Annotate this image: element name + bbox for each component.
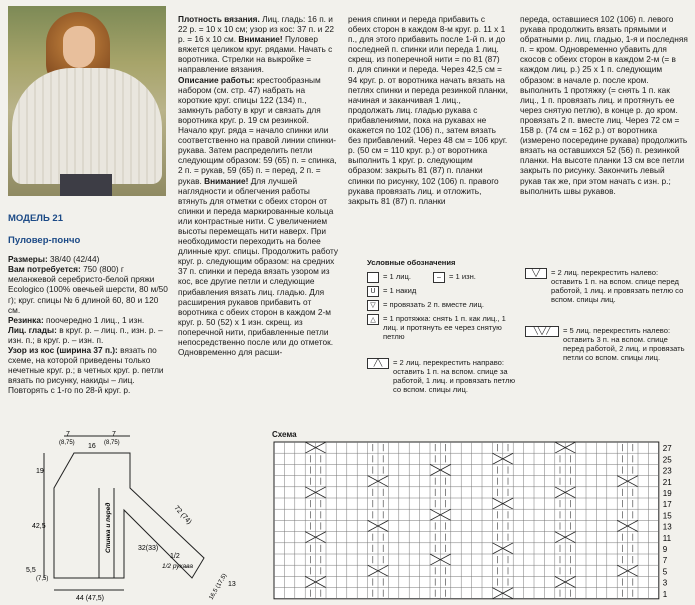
dim-42-5: 42,5	[32, 523, 46, 530]
chart-row-label: 3	[662, 578, 668, 588]
rib-value: поочередно 1 лиц., 1 изн.	[46, 314, 145, 325]
chart-row-label: 13	[662, 522, 672, 532]
legend-c2l-text: = 2 лиц. перекрестить налево: оставить 1 п. на вспом. спице перед работой, 1 лиц. и провязать петлю со вспом. спицы лиц.	[551, 268, 684, 304]
chart-title: Схема	[272, 430, 297, 439]
rib	[8, 315, 168, 325]
model-title: МОДЕЛЬ 21	[8, 213, 63, 224]
stockinette-value: в круг. р. – лиц. п., изн. р. – изн. п.; в круг. р. – изн. п.	[8, 324, 163, 345]
sizes-value: 38/40 (42/44)	[50, 254, 100, 265]
work-description-value: крестообразным набором (см. стр. 47) набрать на короткие круг. спицы 122 (134) п., замкнуть работу в круг и связать для воротника круг. р. 19 см резинкой. Начало круг. ряда = начало спинки или соответственно на правой линии спинки-рукава. Затем распределить петли следующим образом: 59 (65) п. = спинка, 2 п. = рукав, 59 (65) п. = перед, 2 п. = рукав.	[178, 74, 337, 186]
stockinette	[8, 325, 168, 345]
chart-row-label: 7	[662, 556, 668, 566]
legend-c5l	[525, 326, 690, 362]
half-sleeve-label: 1/2 рукава	[162, 563, 194, 570]
legend-c5l-text: = 5 лиц. перекрестить налево: оставить 3 п. на вспом. спице перед работой, 2 лиц. и провязать петли со вспом. спицы лиц.	[563, 326, 685, 362]
chart-row-label: 5	[662, 567, 668, 577]
cable-pattern	[8, 345, 168, 395]
density-label: Плотность вязания.	[178, 14, 260, 24]
column-1	[8, 200, 168, 396]
chart-row-label: 17	[662, 500, 672, 510]
skp-symbol-icon: ▽	[367, 314, 379, 325]
dim-bottom: 44 (47,5)	[76, 595, 105, 602]
chart-row-label: 27	[662, 444, 672, 454]
column-4	[520, 14, 688, 196]
legend-k1	[367, 272, 411, 283]
cable-pattern-label: Узор из кос (ширина 37 п.):	[8, 345, 118, 356]
dim-cuff: 16,5 (17,5)	[208, 572, 229, 601]
chart-row-label: 25	[662, 455, 672, 465]
dim-5-5-sub: (7,5)	[36, 576, 49, 582]
dim-5-5: 5,5	[26, 567, 36, 574]
column-2	[178, 14, 340, 357]
legend-yo-text: = 1 накид	[383, 286, 417, 295]
half-sleeve-frac: 1/2	[170, 553, 180, 560]
sizes-label: Размеры:	[8, 254, 48, 265]
rib-label: Резинка:	[8, 314, 44, 325]
materials	[8, 264, 168, 314]
dim-sleeve-width: 32(33)	[138, 545, 159, 552]
legend-k2tog-text: = провязать 2 п. вместе лиц.	[383, 300, 484, 309]
materials-value: 750 (800) г меланжевой серебристо-белой пряжи Ecologico (100% овечьей шерсти, 80 м/50 г); круг. спицы № 6 длиной 60, 80 и 120 см.	[8, 264, 168, 315]
garment-schematic	[4, 428, 264, 605]
dim-top-left-sub: (8,75)	[59, 440, 75, 446]
legend-c2r	[367, 358, 519, 394]
p1-symbol-icon: –	[433, 272, 445, 283]
column-3	[348, 14, 508, 206]
dim-top-right: 7	[112, 431, 116, 438]
chart-row-label: 23	[662, 466, 672, 476]
k2tog-symbol-icon: ▽	[367, 300, 379, 311]
photo-poncho	[12, 68, 162, 184]
chart-row-label: 19	[662, 489, 672, 498]
legend-title	[367, 258, 455, 267]
legend-skp-text: = 1 протяжка: снять 1 п. как лиц., 1 лиц. и протянуть ее через снятую петлю	[383, 314, 506, 341]
column-4-text: переда, оставшиеся 102 (106) п. левого рукава продолжить вязать прямыми и обратными р. лиц. гладью, 1-я и последняя п. = кром. Одновременно убавить для скосов с обеих сторон в каждом 2-м (= в каждом лиц. р.) 25 х 1 п. следующим образом: в начале р. после кром. выполнить 1 протяжку (= снять 1 п. как лиц., 1 п. провязать лиц. и протянуть ее через снятую петлю), в конце р. до кром. провязать 2 п. вместе лиц. Через 72 см = 158 р. (74 см = 162 р.) от воротника (измерено посередине рукава) продолжить вязать на оставшихся 52 (56) п. резинкой планки. На высоте планки 13 см все петли закрыть по рисунку. Закончить левый рукав так же, при этом начать с изн. р.; выполнить швы рукавов.	[520, 14, 688, 196]
model-photo	[8, 6, 166, 196]
cable-5-symbol-icon: ╲╲╱╱	[525, 326, 559, 337]
chart-row-label: 15	[662, 511, 672, 521]
work-description-label: Описание работы:	[178, 74, 255, 85]
chart-row-label: 9	[662, 545, 668, 554]
attention2-label: Внимание!	[204, 175, 249, 186]
chart-grid	[270, 440, 692, 605]
column-3-text: рения спинки и переда прибавить с обеих сторон в каждом 8-м круг. р. 11 х 1 п., для этого прибавить после 1-й п. и до последней п. спинки или переда 1 лиц. скрещ. из поперечной нити = по 81 (87) п. для спинки и переда. Через 42,5 см = 94 круг. р. от воротника начать вязать на петлях спинки и переда резинкой планки, начиная и заканчивая 1 лиц., продолжать лиц. гладью рукава с прибавлениями, пока на рукавах не окажется по 102 (106) п., затем вязать без прибавлений. Через 48 см = 106 круг. р. (50 см = 110 круг. р.) от воротника выполнить 1 круг. р. следующим образом: закрыть 81 (87) п. планки спинки по рисунку, 102 (106) п. правого рукава провязать лиц. и отложить, закрыть 81 (87) п. планки	[348, 14, 508, 206]
chart-row-label: 21	[662, 477, 672, 487]
legend-p1	[433, 272, 476, 283]
attention-label: Внимание!	[238, 34, 283, 45]
legend-skp	[367, 314, 517, 341]
dim-top-right-sub: (8,75)	[104, 440, 120, 446]
legend-c2l	[525, 268, 690, 304]
density-value: Лиц. гладь: 16 п. и 22 р. = 10 х 10 см; узор из кос: 37 п. и 22 р. = 16 х 10 см.	[178, 14, 334, 45]
dim-top-left: 7	[66, 431, 70, 438]
sizes	[8, 254, 168, 264]
chart-row-label: 1	[662, 589, 668, 599]
attention2-value: Для лучшей наглядности и облегчения работы втянуть для отметки с обеих сторон от спинки и переда маркированные кольца или контрастные нити. С увеличением высоты перемещать нити наверх. При необходимости переходить на более длинные круг. спицы. Продолжить работу круг. р. следующим образом: на средних 37 п. спинки и переда вязать узором из кос, все другие петли и следующие прибавления вязать лиц. гладью. Для расширения рукавов прибавить от воротника с обеих сторон в каждом 2-м круг. р. 50 (52) х 1 изн. скрещ. из поперечной нити, прибавленные петли непосредственно после или до отметок. Одновременно для расши-	[178, 175, 339, 358]
cross-left-symbol-icon: ╲╱	[525, 268, 547, 279]
legend-yo	[367, 286, 416, 297]
dim-cuff-height: 13	[228, 581, 236, 588]
dim-sleeve-length: 72 (74)	[172, 504, 193, 526]
schematic-center-label: Спинка и перед	[105, 502, 112, 553]
yo-symbol-icon: U	[367, 286, 379, 297]
cable-pattern-value: вязать по схеме, на которой приведены только нечетные круг. р.; в четных круг. р. петли вязать по рисунку, накиды – лиц. Повторять с 1-го по 28-й круг. р.	[8, 345, 164, 396]
legend-title-text: Условные обозначения	[367, 258, 456, 267]
legend-c2r-text: = 2 лиц. перекрестить направо: оставить 1 п. на вспом. спице за работой, 1 лиц. и провязать петлю со вспом. спицы лиц.	[393, 358, 516, 394]
attention-value: Пуловер вяжется целиком круг. рядами. Начать с воротника. Стрелки на выкройке = направление вязания.	[178, 34, 333, 75]
photo-face	[63, 26, 95, 68]
density	[178, 14, 340, 75]
legend-p1-text: = 1 изн.	[449, 272, 476, 281]
chart-row-label: 11	[662, 533, 672, 543]
legend	[355, 258, 690, 428]
k1-symbol-icon	[367, 272, 379, 283]
knitting-chart	[270, 430, 692, 605]
legend-k1-text: = 1 лиц.	[383, 272, 412, 281]
legend-k2tog	[367, 300, 484, 311]
work-description	[178, 75, 340, 358]
photo-jeans	[60, 174, 112, 196]
model-subtitle: Пуловер-пончо	[8, 235, 81, 247]
dim-19: 19	[36, 468, 44, 475]
stockinette-label: Лиц. глады:	[8, 324, 57, 335]
dim-top-mid: 16	[88, 443, 96, 450]
cross-right-symbol-icon: ╱╲	[367, 358, 389, 369]
materials-label: Вам потребуется:	[8, 264, 81, 275]
